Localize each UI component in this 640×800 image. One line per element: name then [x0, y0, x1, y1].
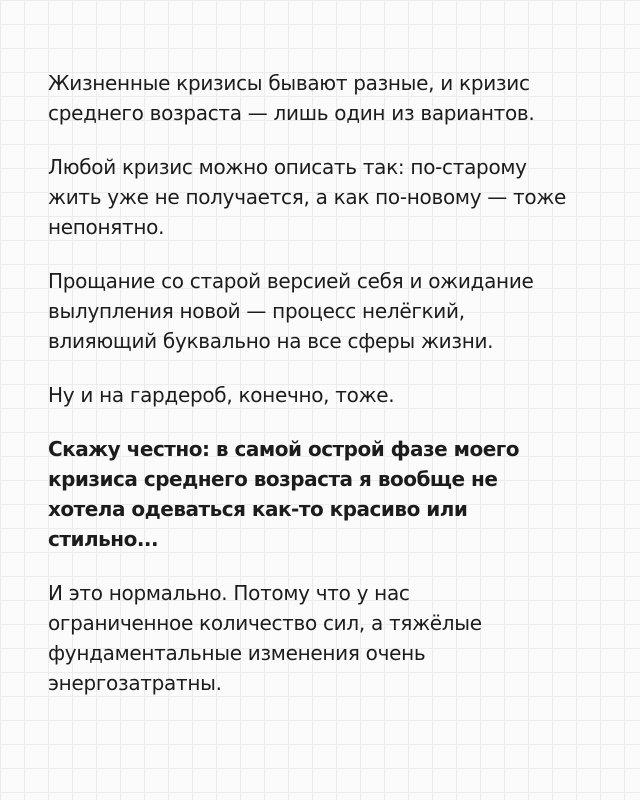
paragraph-honest-confession: Скажу честно: в самой острой фазе моего кризиса среднего возраста я вообще не хотела одеваться как-то красиво или стильно...: [48, 437, 519, 551]
paragraph-wardrobe: Ну и на гардероб, конечно, тоже.: [48, 383, 395, 407]
article-body: [48, 68, 608, 722]
paragraph-life-crises: Жизненные кризисы бывают разные, и кризис среднего возраста — лишь один из вариантов.: [48, 71, 535, 125]
paragraph-farewell-old-self: Прощание со старой версией себя и ожидание вылупления новой — процесс нелёгкий, влияющий буквально на все сферы жизни.: [48, 269, 534, 353]
paragraph-crisis-definition: Любой кризис можно описать так: по-старому жить уже не получается, а как по-новому — тоже непонятно.: [48, 155, 567, 239]
paragraph-it-is-normal: И это нормально. Потому что у нас ограниченное количество сил, а тяжёлые фундаментальные изменения очень энергозатратны.: [48, 581, 482, 695]
